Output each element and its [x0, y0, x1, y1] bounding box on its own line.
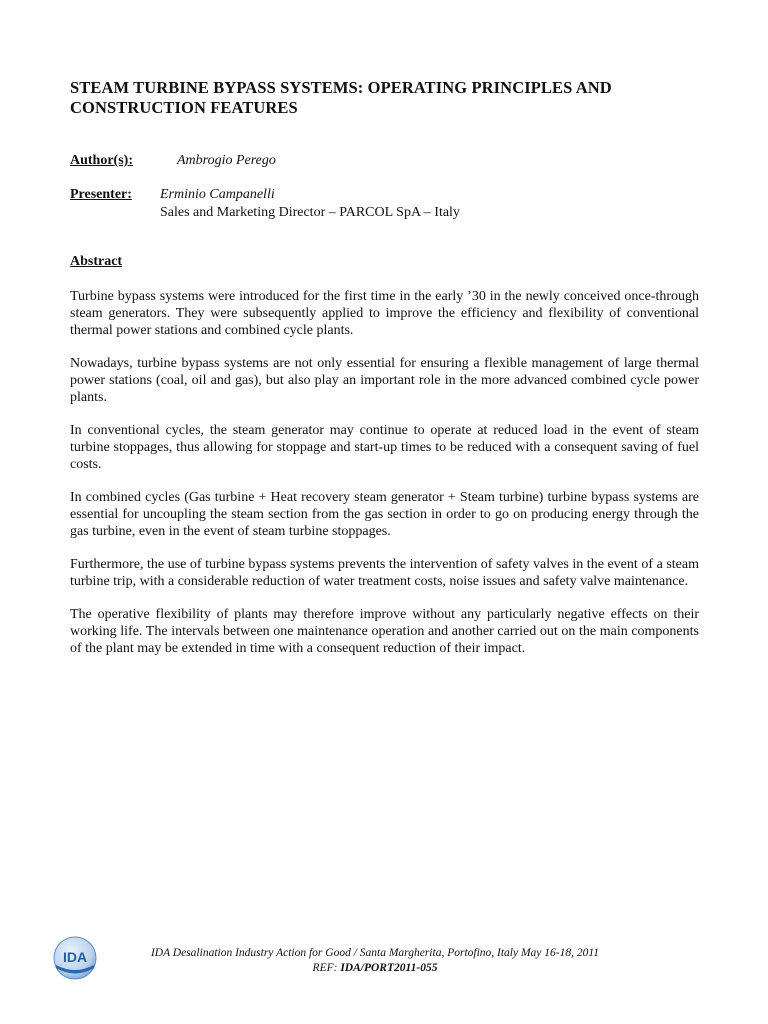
abstract-heading: Abstract — [70, 254, 123, 269]
presenter-row — [70, 186, 710, 226]
presenter-affiliation: Sales and Marketing Director – PARCOL SpA – Italy — [160, 205, 460, 220]
ref-label: REF: — [312, 962, 341, 974]
presenter-label: Presenter: — [70, 187, 132, 202]
abstract-paragraph: Turbine bypass systems were introduced for the first time in the early ’30 in the newly conceived once-through steam generators. They were subsequently applied to improve the efficiency and flexibility of conventional thermal power stations and combined cycle plants. — [70, 289, 699, 338]
author-row — [70, 152, 710, 172]
paper-title: STEAM TURBINE BYPASS SYSTEMS: OPERATING PRINCIPLES AND CONSTRUCTION FEATURES — [70, 78, 612, 117]
reference-line — [110, 961, 640, 976]
abstract-paragraph: In combined cycles (Gas turbine + Heat recovery steam generator + Steam turbine) turbine bypass systems are essential for uncoupling the steam section from the gas section in order to go on producing energy through the gas turbine, even in the event of steam turbine stoppages. — [70, 490, 699, 539]
abstract-body — [70, 288, 699, 673]
author-label: Author(s): — [70, 153, 133, 168]
page-footer — [0, 930, 768, 990]
abstract-paragraph: In conventional cycles, the steam generator may continue to operate at reduced load in the event of steam turbine stoppages, thus allowing for stoppage and start-up times to be reduced with a consequent saving of fuel costs. — [70, 423, 699, 472]
abstract-paragraph: Nowadays, turbine bypass systems are not only essential for ensuring a flexible management of large thermal power stations (coal, oil and gas), but also play an important role in the more advanced combined cycle power plants. — [70, 356, 699, 405]
ref-value: IDA/PORT2011-055 — [340, 962, 438, 974]
logo-text: IDA — [62, 949, 88, 965]
author-name: Ambrogio Perego — [177, 153, 276, 168]
ida-logo-icon — [52, 935, 98, 981]
conference-line: IDA Desalination Industry Action for Good / Santa Margherita, Portofino, Italy May 16-18, 2011 — [150, 947, 600, 959]
presenter-name: Erminio Campanelli — [160, 187, 275, 202]
abstract-paragraph: Furthermore, the use of turbine bypass systems prevents the intervention of safety valves in the event of a steam turbine trip, with a considerable reduction of water treatment costs, noise issues and safety valve maintenance. — [70, 557, 699, 589]
abstract-paragraph: The operative flexibility of plants may therefore improve without any particularly negative effects on their working life. The intervals between one maintenance operation and another carried out on the main components of the plant may be extended in time with a consequent reduction of their impact. — [70, 607, 699, 656]
footer-text — [110, 946, 640, 976]
